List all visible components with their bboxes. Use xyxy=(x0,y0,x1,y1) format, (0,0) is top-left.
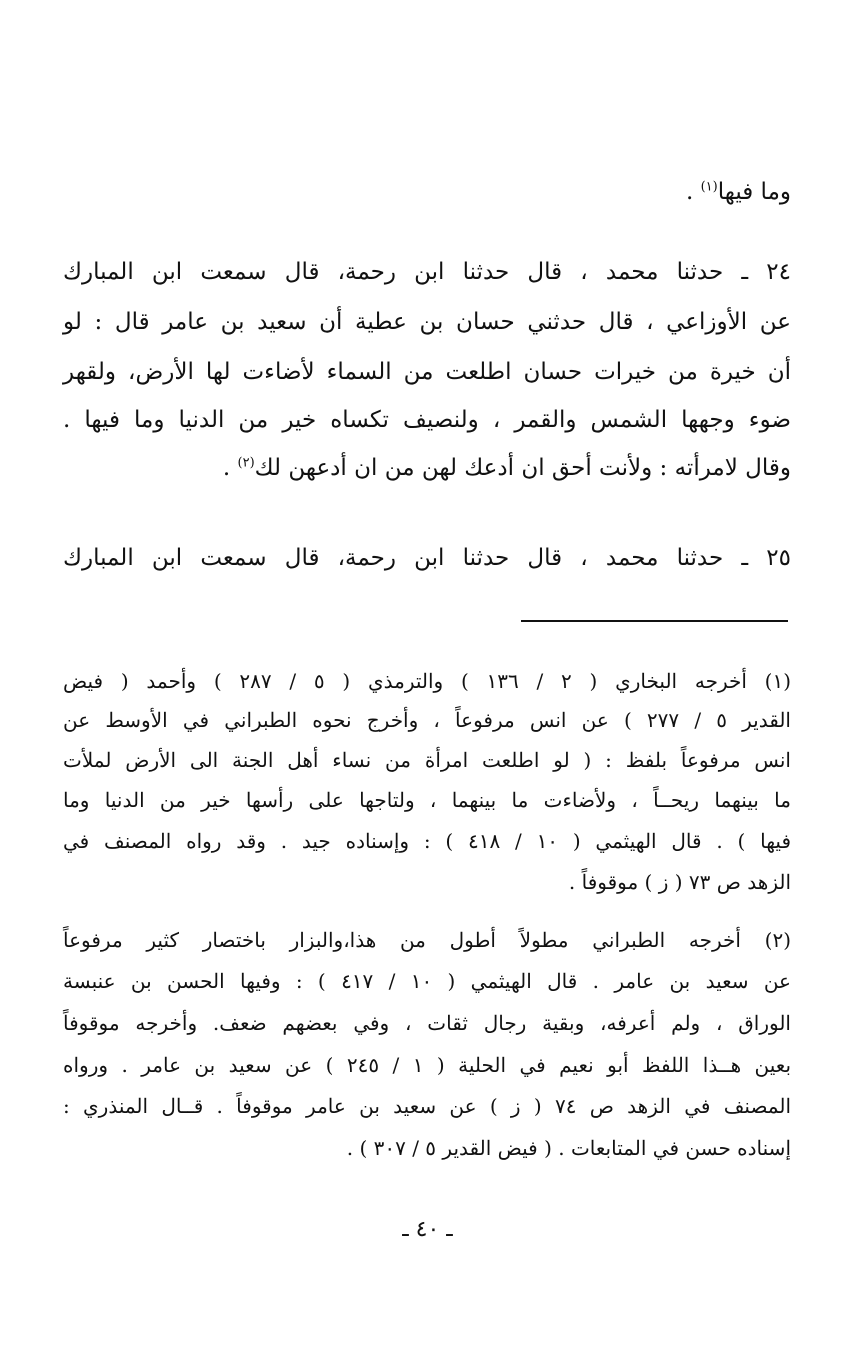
text-line: عن الأوزاعي ، قال حدثني حسان بن عطية أن سعيد بن عامر قال : لو xyxy=(63,309,791,335)
footnote-line: الوراق ، ولم أعرفه، وبقية رجال ثقات ، وفي بعضهم ضعف. وأخرجه موقوفاً xyxy=(63,1011,791,1035)
footnote-line: ما بينهما ريحــاً ، ولأضاءت ما بينهما ، ولتاجها على رأسها خير من الدنيا وما xyxy=(63,788,791,812)
footnote-line: إسناده حسن في المتابعات . ( فيض القدير ٥ / ٣٠٧ ) . xyxy=(346,1136,791,1160)
footnote-line: عن سعيد بن عامر . قال الهيثمي ( ١٠ / ٤١٧ ) : وفيها الحسن بن عنبسة xyxy=(63,969,791,993)
text-line: ٢٤ ـ حدثنا محمد ، قال حدثنا ابن رحمة، قال سمعت ابن المبارك xyxy=(63,259,791,285)
footnote-ref[interactable]: (٢) xyxy=(237,455,255,471)
footnote-line: الزهد ص ٧٣ ( ز ) موقوفاً . xyxy=(568,870,791,894)
footnote-line: (١) أخرجه البخاري ( ٢ / ١٣٦ ) والترمذي ( ٥ / ٢٨٧ ) وأحمد ( فيض xyxy=(63,669,792,693)
footnote-line: المصنف في الزهد ص ٧٤ ( ز ) عن سعيد بن عامر موقوفاً . قــال المنذري : xyxy=(63,1094,791,1118)
footnote-line: القدير ٥ / ٢٧٧ ) عن انس مرفوعاً ، وأخرج نحوه الطبراني في الأوسط عن xyxy=(63,708,791,732)
text-line: وقال لامرأته : ولأنت أحق ان أدعك لهن من ان أدعهن لك$^{(٢)}$ . xyxy=(222,455,791,481)
page-number: ـ ٤٠ ـ xyxy=(402,1217,453,1242)
footnote-line: بعين هــذا اللفظ أبو نعيم في الحلية ( ١ / ٢٤٥ ) عن سعيد بن عامر . ورواه xyxy=(63,1053,792,1077)
text-line: ضوء وجهها الشمس والقمر ، ولنصيف تكساه خير من الدنيا وما فيها . xyxy=(63,407,791,433)
footnote-separator xyxy=(521,620,788,622)
text-line: أن خيرة من خيرات حسان اطلعت من السماء لأضاءت لها الأرض، ولقهر xyxy=(63,359,791,385)
text-line: وما فيها$^{(١)}$ . xyxy=(685,179,791,205)
footnote-ref[interactable]: (١) xyxy=(700,179,718,195)
text-line: ٢٥ ـ حدثنا محمد ، قال حدثنا ابن رحمة، قال سمعت ابن المبارك xyxy=(63,545,791,571)
footnote-line: انس مرفوعاً بلفظ : ( لو اطلعت امرأة من نساء أهل الجنة الى الأرض لملأت xyxy=(63,748,791,772)
footnote-line: (٢) أخرجه الطبراني مطولاً أطول من هذا،والبزار باختصار كثير مرفوعاً xyxy=(63,928,791,952)
footnote-line: فيها ) . قال الهيثمي ( ١٠ / ٤١٨ ) : وإسناده جيد . وقد رواه المصنف في xyxy=(63,829,792,853)
